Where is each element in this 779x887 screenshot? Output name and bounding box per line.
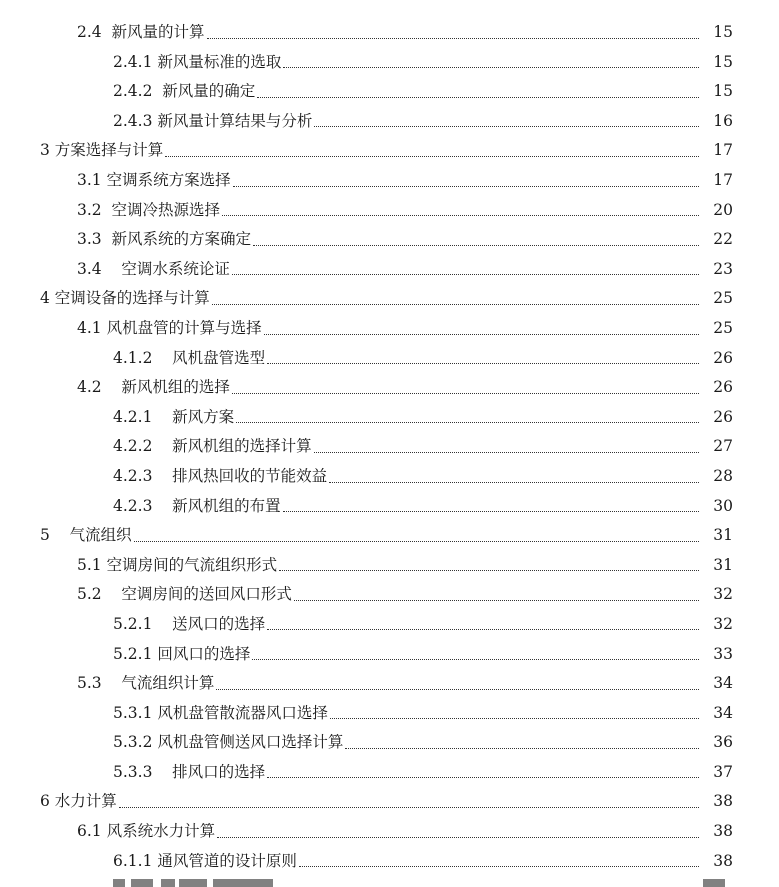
toc-dot-leader xyxy=(207,37,699,39)
toc-dot-leader xyxy=(267,628,699,630)
toc-entry[interactable] xyxy=(0,758,779,788)
toc-entry-page-number: 37 xyxy=(713,762,733,781)
toc-entry-title: 5.1 空调房间的气流组织形式 xyxy=(77,555,278,574)
toc-entry[interactable] xyxy=(0,580,779,610)
toc-dot-leader xyxy=(134,540,699,542)
toc-entry[interactable] xyxy=(0,107,779,137)
toc-entry[interactable] xyxy=(0,432,779,462)
toc-entry-title: 5.2.1 回风口的选择 xyxy=(113,644,251,663)
toc-entry-title: 6.1 风系统水力计算 xyxy=(77,822,216,841)
toc-entry-title: 3.4 空调水系统论证 xyxy=(77,259,230,278)
toc-entry[interactable] xyxy=(0,817,779,847)
toc-entry-title: 2.4.3 新风量计算结果与分析 xyxy=(113,111,313,130)
toc-entry-title: 3.3 新风系统的方案确定 xyxy=(77,230,252,249)
toc-entry-page-number: 34 xyxy=(713,703,733,722)
toc-dot-leader xyxy=(345,747,699,749)
toc-dot-leader xyxy=(232,273,699,275)
toc-dot-leader xyxy=(294,599,699,601)
toc-dot-leader xyxy=(236,421,699,423)
toc-entry-title: 4.2.2 新风机组的选择计算 xyxy=(113,437,312,456)
toc-entry-title: 4.2.1 新风方案 xyxy=(113,407,235,426)
toc-entry[interactable] xyxy=(0,462,779,492)
toc-entry-page-number: 15 xyxy=(713,52,733,71)
toc-entry-title: 5.3.2 风机盘管侧送风口选择计算 xyxy=(113,733,344,752)
toc-entry-title: 2.4.1 新风量标准的选取 xyxy=(113,52,282,71)
toc-dot-leader xyxy=(267,362,699,364)
toc-entry[interactable] xyxy=(0,521,779,551)
toc-dot-leader xyxy=(314,451,699,453)
toc-entry[interactable] xyxy=(0,344,779,374)
toc-entry-page-number: 23 xyxy=(713,259,733,278)
toc-entry-title: 5.2.1 送风口的选择 xyxy=(113,614,266,633)
toc-dot-leader xyxy=(252,658,699,660)
toc-entry[interactable] xyxy=(0,255,779,285)
toc-entry-title: 4.1 风机盘管的计算与选择 xyxy=(77,318,262,337)
toc-entry-page-number: 15 xyxy=(713,82,733,101)
toc-dot-leader xyxy=(233,185,699,187)
toc-entry-page-number: 38 xyxy=(713,792,733,811)
toc-entry[interactable] xyxy=(0,699,779,729)
toc-entry[interactable] xyxy=(0,551,779,581)
toc-entry[interactable] xyxy=(0,225,779,255)
toc-dot-leader xyxy=(222,214,699,216)
toc-entry[interactable] xyxy=(0,787,779,817)
toc-entry-title: 3 方案选择与计算 xyxy=(40,141,164,160)
toc-dot-leader xyxy=(165,155,699,157)
toc-entry-page-number: 16 xyxy=(713,111,733,130)
toc-entry-title: 3.1 空调系统方案选择 xyxy=(77,171,231,190)
toc-dot-leader xyxy=(329,481,699,483)
toc-dot-leader xyxy=(253,244,699,246)
toc-dot-leader xyxy=(283,66,699,68)
toc-dot-leader xyxy=(299,865,699,867)
toc-dot-leader xyxy=(264,333,699,335)
toc-entry[interactable] xyxy=(0,18,779,48)
toc-entry-title: 5 气流组织 xyxy=(40,526,132,545)
toc-entry[interactable] xyxy=(0,373,779,403)
toc-entry-page-number: 31 xyxy=(713,555,733,574)
toc-entry[interactable] xyxy=(0,196,779,226)
toc-entry-page-number: 36 xyxy=(713,733,733,752)
clipped-next-entry xyxy=(113,879,733,887)
toc-entry[interactable] xyxy=(0,492,779,522)
toc-dot-leader xyxy=(216,688,699,690)
toc-entry-page-number: 34 xyxy=(713,674,733,693)
table-of-contents xyxy=(0,18,779,876)
toc-dot-leader xyxy=(283,510,699,512)
toc-entry-title: 6.1.1 通风管道的设计原则 xyxy=(113,851,297,870)
toc-dot-leader xyxy=(267,776,699,778)
toc-entry-title: 4.1.2 风机盘管选型 xyxy=(113,348,266,367)
toc-entry-title: 4.2.3 排风热回收的节能效益 xyxy=(113,466,328,485)
toc-entry-page-number: 26 xyxy=(713,348,733,367)
toc-entry[interactable] xyxy=(0,403,779,433)
toc-entry[interactable] xyxy=(0,77,779,107)
toc-entry[interactable] xyxy=(0,314,779,344)
toc-dot-leader xyxy=(119,806,699,808)
toc-dot-leader xyxy=(232,392,699,394)
toc-entry[interactable] xyxy=(0,639,779,669)
toc-entry[interactable] xyxy=(0,728,779,758)
toc-entry[interactable] xyxy=(0,610,779,640)
toc-entry-title: 5.3.1 风机盘管散流器风口选择 xyxy=(113,703,328,722)
toc-dot-leader xyxy=(279,569,699,571)
toc-entry-page-number: 17 xyxy=(713,171,733,190)
toc-entry-title: 4.2 新风机组的选择 xyxy=(77,378,230,397)
toc-entry[interactable] xyxy=(0,136,779,166)
toc-entry[interactable] xyxy=(0,284,779,314)
toc-entry-title: 4 空调设备的选择与计算 xyxy=(40,289,210,308)
toc-entry-page-number: 15 xyxy=(713,23,733,42)
toc-entry-page-number: 33 xyxy=(713,644,733,663)
toc-entry-page-number: 25 xyxy=(713,318,733,337)
toc-entry-page-number: 20 xyxy=(713,200,733,219)
toc-entry-page-number: 38 xyxy=(713,822,733,841)
toc-entry[interactable] xyxy=(0,669,779,699)
toc-entry-page-number: 26 xyxy=(713,407,733,426)
toc-entry-page-number: 25 xyxy=(713,289,733,308)
toc-entry-title: 5.3.3 排风口的选择 xyxy=(113,762,266,781)
toc-dot-leader xyxy=(330,717,699,719)
toc-entry-title: 2.4 新风量的计算 xyxy=(77,23,205,42)
toc-entry-page-number: 38 xyxy=(713,851,733,870)
toc-entry-page-number: 32 xyxy=(713,585,733,604)
toc-entry-title: 2.4.2 新风量的确定 xyxy=(113,82,256,101)
toc-entry-title: 3.2 空调冷热源选择 xyxy=(77,200,221,219)
toc-entry-title: 5.3 气流组织计算 xyxy=(77,674,215,693)
toc-entry-page-number: 22 xyxy=(713,230,733,249)
toc-entry-page-number: 26 xyxy=(713,378,733,397)
toc-entry[interactable] xyxy=(0,847,779,877)
toc-entry-page-number: 31 xyxy=(713,526,733,545)
toc-entry-title: 4.2.3 新风机组的布置 xyxy=(113,496,281,515)
toc-entry[interactable] xyxy=(0,166,779,196)
toc-entry-page-number: 27 xyxy=(713,437,733,456)
toc-dot-leader xyxy=(314,125,699,127)
toc-entry-page-number: 17 xyxy=(713,141,733,160)
toc-dot-leader xyxy=(217,836,699,838)
toc-dot-leader xyxy=(212,303,699,305)
toc-entry-page-number: 30 xyxy=(713,496,733,515)
toc-entry-title: 5.2 空调房间的送回风口形式 xyxy=(77,585,292,604)
toc-entry-page-number: 32 xyxy=(713,614,733,633)
toc-entry[interactable] xyxy=(0,48,779,78)
toc-entry-title: 6 水力计算 xyxy=(40,792,117,811)
toc-entry-page-number: 28 xyxy=(713,466,733,485)
toc-dot-leader xyxy=(257,96,699,98)
